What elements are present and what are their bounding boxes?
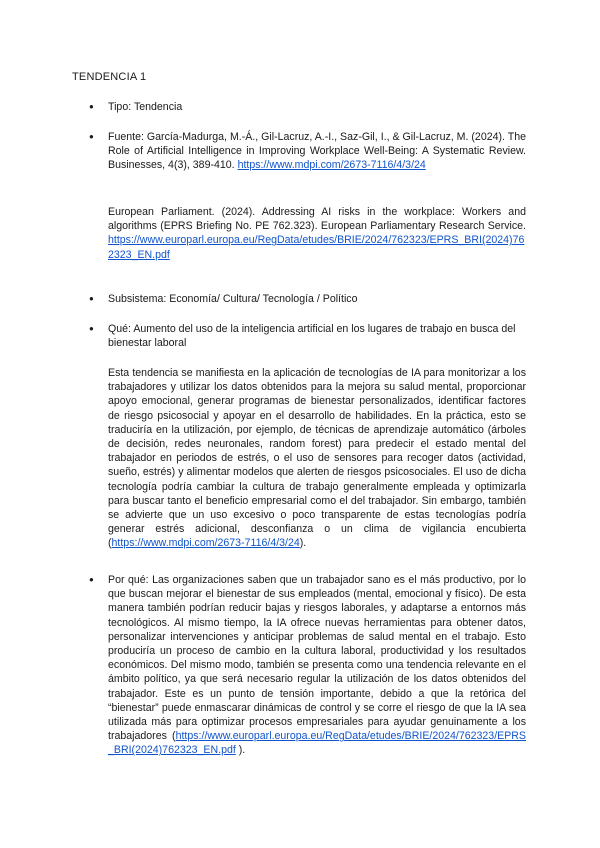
que-paragraph-text: Esta tendencia se manifiesta en la aplicación de tecnologías de IA para monitorizar a los trabajadores y utilizar los datos obtenidos para la mejora su salud mental, proporcionar apoyo emocional, generar programas de bienestar personalizados, identificar factores de riesgo psicosocial y apoyar en el desarrollo de habilidades. En la práctica, esto se traduciría en la utilización, por ejemplo, de técnicas de aprendizaje automático (árboles de decisión, redes neuronales, random forest) para predecir el estado mental del trabajador en periodos de estrés, o el uso de sensores para recoger datos (actividad, sueño, estrés) y alimentar modelos que alerten de riesgos psicosociales. El uso de dicha tecnología podría cambiar la cultura de trabajo generalmente empleada y optimizarla para buscar tanto el beneficio empresarial como el del trabajador. Sin embargo, también se advierte que un uso excesivo o poco transparente de estas tecnologías podría generar estrés adicional, desconfianza o un clima de vigilancia encubierta ( [108, 367, 526, 550]
fuente-ref-2 [108, 205, 526, 262]
fuente-ref1-link[interactable]: https://www.mdpi.com/2673-7116/4/3/24 [237, 159, 426, 172]
que-label: Qué: [108, 323, 131, 335]
que-paragraph-link[interactable]: https://www.mdpi.com/2673-7116/4/3/24 [111, 537, 300, 550]
fuente-ref2-text: European Parliament. (2024). Addressing AI risks in the workplace: Workers and algorithms (EPRS Briefing No. PE 762.323). European Parliamentary Research Service. [108, 206, 526, 233]
fuente-ref-1 [108, 130, 526, 173]
tipo-value: Tendencia [133, 101, 183, 113]
que-value: Aumento del uso de la inteligencia artificial en los lugares de trabajo en busca del bienestar laboral [108, 323, 516, 350]
porque-item [108, 573, 526, 758]
tipo-label: Tipo: [108, 101, 132, 113]
bullet-icon: ● [89, 575, 94, 584]
fuente-label: Fuente: [108, 131, 144, 143]
que-paragraph [108, 366, 526, 551]
fuente-ref1-text: García-Madurga, M.-Á., Gil-Lacruz, A.-I., Saz-Gil, I., & Gil-Lacruz, M. (2024). The Role of Artificial Intelligence in Improving Workplace Well-Being: A Systematic Review. Businesses, 4(3), 389-410. [108, 131, 526, 172]
subsistema-item [108, 292, 526, 306]
subsistema-value: Economía/ Cultura/ Tecnología / Político [169, 293, 358, 305]
que-item [108, 322, 526, 350]
fuente-item [108, 130, 526, 173]
fuente-ref2-link[interactable]: https://www.europarl.europa.eu/RegData/etudes/BRIE/2024/762323/EPRS_BRI(2024)762323_EN.pdf [108, 234, 525, 261]
document-title: TENDENCIA 1 [72, 71, 147, 83]
porque-paragraph-text: Las organizaciones saben que un trabajador sano es el más productivo, por lo que buscan mejorar el bienestar de sus empleados (mental, emocional y físico). De esta manera también podrían reducir bajas y riesgos laborales, y adaptarse a entornos más tecnológicos. Al mismo tiempo, la IA ofrece nuevas herramientas para obtener datos, personalizar intervenciones y anticipar problemas de salud mental en el trabajo. Esto produciría un proceso de cambio en la cultura laboral, productividad y los resultados económicos. Del mismo modo, también se presenta como una tendencia relevante en el ámbito político, ya que será necesario regular la utilización de los datos obtenidos del trabajador. Este es un punto de tensión importante, debido a que la retórica del “bienestar” puede enmascarar dinámicas de control y se corre el riesgo de que la IA sea utilizada más para optimizar procesos empresariales para ayudar genuinamente a los trabajadores ( [108, 574, 526, 743]
porque-label: Por qué: [108, 574, 149, 586]
subsistema-label: Subsistema: [108, 293, 167, 305]
porque-paragraph-link[interactable]: https://www.europarl.europa.eu/RegData/etudes/BRIE/2024/762323/EPRS_BRI(2024)762323_EN.pdf [108, 730, 526, 757]
porque-paragraph-end: ). [235, 744, 246, 757]
tipo-item [108, 100, 526, 114]
bullet-icon: ● [89, 324, 94, 333]
bullet-icon: ● [89, 294, 94, 303]
bullet-icon: ● [89, 132, 94, 141]
bullet-icon: ● [89, 102, 94, 111]
que-paragraph-end: ). [299, 537, 307, 550]
